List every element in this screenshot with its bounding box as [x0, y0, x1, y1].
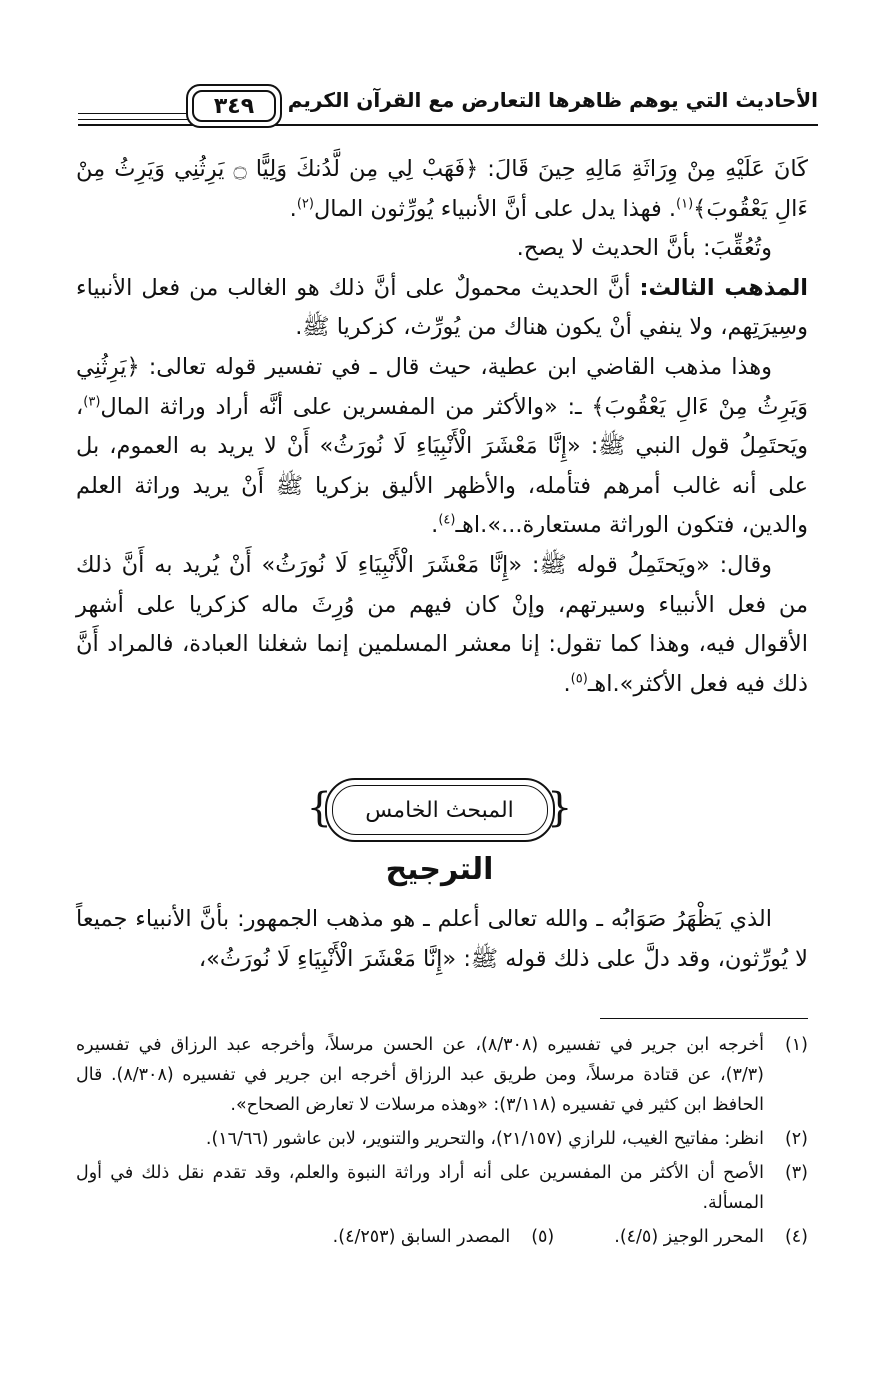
ornament-brace-icon: {	[547, 785, 573, 831]
quran-quote: كَانَ عَلَيْهِ مِنْ وِرَاثَةِ مَالِهِ حِينَ قَالَ: ﴿فَهَبْ لِي مِن لَّدُنكَ وَلِيًّا ۝ يَرِثُنِي وَيَرِثُ مِنْ ءَالِ يَعْقُوبَ﴾	[76, 156, 808, 222]
main-text	[76, 150, 808, 704]
paragraph-text: ، ويَحتَمِلُ قول النبي ﷺ: «إِنَّا مَعْشَرَ الْأَنْبِيَاءِ لَا نُورَثُ» أَنْ لا يريد به العموم، بل على أنه غالب أمرهم فتأمله، والأظهر الأليق بزكريا ﷺ أَنْ يريد وراثة العلم والدين، فتكون الوراثة مستعارة...».اهـ	[76, 393, 808, 539]
footnote-number: (٤)	[784, 1227, 808, 1247]
page-header	[78, 80, 818, 132]
section-title: المبحث الخامس	[365, 797, 514, 823]
footnote-1	[76, 1030, 808, 1120]
footnote-number: (٥)	[531, 1227, 555, 1247]
footnote-number: (١)	[784, 1035, 808, 1055]
footnotes	[76, 1030, 808, 1252]
section-heading-wrap	[0, 778, 879, 848]
punctuation: .	[563, 670, 571, 697]
footnote-text: المصدر السابق (٤/٢٥٣).	[332, 1227, 511, 1247]
paragraph-label: المذهب الثالث:	[639, 274, 808, 301]
footnote-text: أخرجه ابن جرير في تفسيره (٨/٣٠٨)، عن الحسن مرسلاً، وأخرجه عبد الرزاق في تفسيره (٣/٣)، عن قتادة مرسلاً، ومن طريق عبد الرزاق أخرجه ابن جرير في تفسيره (٨/٣٠٨). قال الحافظ ابن كثير في تفسيره (٣/١١٨): «وهذه مرسلات لا تعارض الصحاح».	[76, 1035, 765, 1115]
paragraph-4	[76, 348, 808, 546]
paragraph-2: وتُعُقِّبَ: بأنَّ الحديث لا يصح.	[516, 235, 772, 262]
ornament-brace-icon: }	[306, 785, 332, 831]
paragraph-5	[76, 546, 808, 704]
footnote-number: (٢)	[784, 1129, 808, 1149]
paragraph-6: الذي يَظْهَرُ صَوَابُه ـ والله تعالى أعلم ـ هو مذهب الجمهور: بأنَّ الأنبياء جميعاً لا يُورِّثون، وقد دلَّ على ذلك قوله ﷺ: «إِنَّا مَعْشَرَ الْأَنْبِيَاءِ لَا نُورَثُ»،	[76, 906, 808, 972]
footnote-number: (٣)	[784, 1163, 808, 1183]
page-number-frame	[186, 84, 282, 128]
header-rule	[78, 124, 818, 126]
footnote-4	[614, 1222, 808, 1252]
footnote-ref: (٤)	[438, 512, 456, 528]
punctuation: .	[289, 195, 297, 222]
footnote-3	[76, 1158, 808, 1218]
punctuation: .	[431, 512, 439, 539]
paragraph-text: وهذا مذهب القاضي ابن عطية، حيث قال ـ في تفسير قوله تعالى: ﴿يَرِثُنِي وَيَرِثُ مِنْ ءَالِ يَعْقُوبَ﴾ ـ: «والأكثر من المفسرين على أنَّه أراد وراثة المال	[76, 353, 808, 420]
paragraph-text: . فهذا يدل على أنَّ الأنبياء يُورِّثون المال	[313, 195, 677, 222]
footnote-2	[76, 1124, 808, 1154]
running-title: الأحاديث التي يوهم ظاهرها التعارض مع القرآن الكريم	[287, 88, 818, 112]
footnote-text: المحرر الوجيز (٤/٥).	[614, 1227, 764, 1247]
section-frame	[306, 778, 573, 842]
paragraph-3	[76, 269, 808, 348]
paragraph-text: أنَّ الحديث محمولٌ على أنَّ ذلك هو الغالب من فعل الأنبياء وسِيرَتِهم، ولا ينفي أنْ يكون هناك من يُورِّث، كزكريا ﷺ.	[76, 274, 808, 341]
footnote-ref: (١)	[676, 196, 694, 212]
footnote-separator	[600, 1018, 808, 1019]
footnote-ref: (٥)	[570, 671, 588, 687]
footnote-ref: (٢)	[296, 196, 314, 212]
footnote-ref: (٣)	[83, 394, 101, 410]
footnote-row	[76, 1222, 808, 1252]
page-number: ٣٤٩	[213, 93, 255, 119]
footnote-text: الأصح أن الأكثر من المفسرين على أنه أراد وراثة النبوة والعلم، وقد تقدم نقل ذلك في أول المسألة.	[76, 1163, 764, 1213]
subheading: الترجيح	[385, 852, 494, 887]
paragraph-text: وقال: «ويَحتَمِلُ قوله ﷺ: «إِنَّا مَعْشَرَ الْأَنْبِيَاءِ لَا نُورَثُ» أَنْ يُريد به أَنَّ ذلك من فعل الأنبياء وسيرتهم، وإنْ كان فيهم من وُرِثَ ماله كزكريا على أشهر الأقوال فيه، وهذا كما تقول: إنا معشر المسلمين إنما شغلنا العبادة، فالمراد أَنَّ ذلك فيه فعل الأكثر».اهـ	[76, 551, 808, 697]
paragraph-1	[76, 150, 808, 229]
main-text-2	[76, 900, 808, 979]
footnote-text: انظر: مفاتيح الغيب، للرازي (٢١/١٥٧)، والتحرير والتنوير، لابن عاشور (١٦/٦٦).	[205, 1129, 764, 1149]
footnote-5	[333, 1222, 555, 1252]
